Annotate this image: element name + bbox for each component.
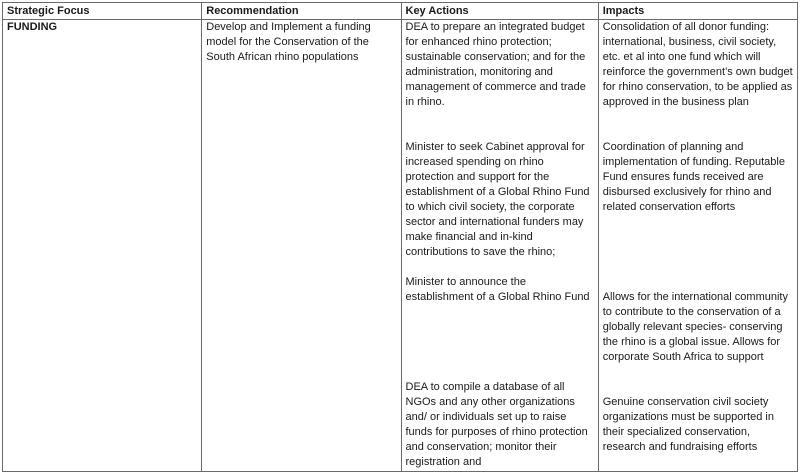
- recommendation-text: Develop and Implement a funding model for the Conservation of the South African rhino populations: [206, 21, 371, 63]
- cell-impacts: [598, 20, 797, 472]
- impact-4: Genuine conservation civil society organizations must be supported in their specialized conservation, research and fundraising efforts: [602, 396, 774, 453]
- header-key-actions: Key Actions: [401, 3, 598, 20]
- cell-strategic-focus: [3, 20, 202, 472]
- cell-recommendation: [202, 20, 401, 472]
- table-row: [3, 20, 798, 472]
- strategy-table: [2, 2, 798, 472]
- header-recommendation: Recommendation: [202, 3, 401, 20]
- impact-1: Consolidation of all donor funding: international, business, civil society, etc. et al into one fund which will reinforce the government’s own budget for rhino conservation, to be applied as approved in the business plan: [602, 21, 793, 108]
- key-action-2: Minister to seek Cabinet approval for increased spending on rhino protection and support for the establishment of a Global Rhino Fund to which civil society, the corporate sector and international funders may make financial and in-kind contributions to save the rhino;: [405, 141, 590, 258]
- impact-3: Allows for the international community to contribute to the conservation of a globally relevant species- conserving the rhino is a global issue. Allows for corporate South Africa to support: [602, 291, 788, 363]
- header-impacts: Impacts: [598, 3, 797, 20]
- key-action-4: DEA to compile a database of all NGOs and any other organizations and/ or individuals set up to raise funds for purposes of rhino protection and conservation; monitor their registration and: [405, 381, 588, 468]
- strategic-focus-text: FUNDING: [7, 21, 58, 33]
- header-strategic-focus: Strategic Focus: [3, 3, 202, 20]
- cell-key-actions: [401, 20, 598, 472]
- table-header-row: [3, 3, 798, 20]
- impact-2: Coordination of planning and implementation of funding. Reputable Fund ensures funds received are disbursed exclusively for rhino and related conservation efforts: [602, 141, 785, 213]
- key-action-3: Minister to announce the establishment of a Global Rhino Fund: [405, 276, 590, 303]
- key-action-1: DEA to prepare an integrated budget for enhanced rhino protection; sustainable conservation; and for the administration, monitoring and management of commerce and trade in rhino.: [405, 21, 586, 108]
